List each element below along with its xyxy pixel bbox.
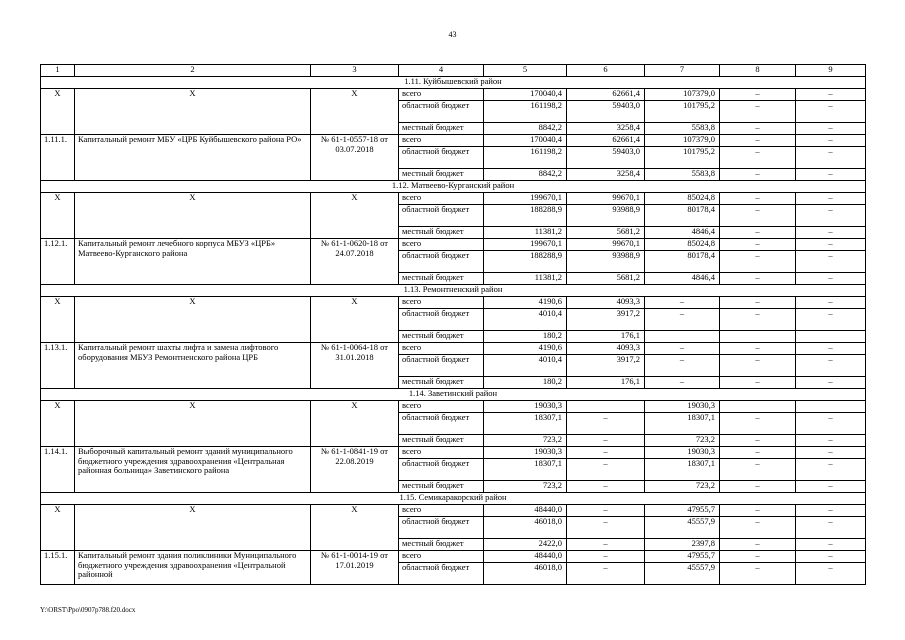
value-col7: 45557,9: [645, 517, 720, 539]
value-col8: –: [720, 435, 796, 447]
funding-source: местный бюджет: [399, 539, 484, 551]
value-col8: –: [720, 147, 796, 169]
item-row: [41, 551, 866, 563]
contract-number: X: [311, 297, 399, 343]
value-col8: –: [720, 459, 796, 481]
value-col8: [720, 331, 796, 343]
funding-source: областной бюджет: [399, 413, 484, 435]
value-col9: –: [796, 563, 866, 585]
district-heading-row: [41, 493, 866, 505]
object-name: Капитальный ремонт здания поликлиники Муниципального бюджетного учреждения здравоохранения «Центральной районной: [75, 551, 311, 585]
header-cell: 2: [75, 65, 311, 77]
row-code: 1.13.1.: [41, 343, 75, 389]
value-col6: 3917,2: [567, 355, 645, 377]
row-code: 1.14.1.: [41, 447, 75, 493]
value-col7: 107379,0: [645, 135, 720, 147]
header-row: [41, 65, 866, 77]
value-col5: 8842,2: [484, 169, 567, 181]
value-col9: –: [796, 447, 866, 459]
value-col8: –: [720, 239, 796, 251]
value-col6: 4093,3: [567, 343, 645, 355]
value-col9: –: [796, 413, 866, 435]
funding-source: всего: [399, 297, 484, 309]
value-col9: –: [796, 273, 866, 285]
value-col5: 199670,1: [484, 193, 567, 205]
value-col7: 18307,1: [645, 413, 720, 435]
item-row: [41, 239, 866, 251]
funding-source: местный бюджет: [399, 331, 484, 343]
table-body: [41, 65, 866, 585]
funding-source: областной бюджет: [399, 147, 484, 169]
value-col7: 5583,8: [645, 169, 720, 181]
totals-row: [41, 193, 866, 205]
value-col7: 85024,8: [645, 239, 720, 251]
contract-number: X: [311, 193, 399, 239]
value-col7: 47955,7: [645, 505, 720, 517]
value-col9: –: [796, 135, 866, 147]
value-col8: –: [720, 205, 796, 227]
funding-source: местный бюджет: [399, 227, 484, 239]
value-col5: 19030,3: [484, 401, 567, 413]
value-col6: 93988,9: [567, 205, 645, 227]
value-col8: –: [720, 563, 796, 585]
object-name: Капитальный ремонт лечебного корпуса МБУЗ «ЦРБ» Матвеево-Курганского района: [75, 239, 311, 285]
value-col7: 80178,4: [645, 251, 720, 273]
value-col9: –: [796, 251, 866, 273]
value-col5: 180,2: [484, 331, 567, 343]
value-col9: –: [796, 551, 866, 563]
value-col6: 59403,0: [567, 101, 645, 123]
district-heading: 1.12. Матвеево-Курганский район: [41, 181, 866, 193]
value-col9: –: [796, 205, 866, 227]
value-col9: –: [796, 481, 866, 493]
row-code: X: [41, 193, 75, 239]
value-col7: –: [645, 343, 720, 355]
value-col8: –: [720, 355, 796, 377]
value-col7: 47955,7: [645, 551, 720, 563]
value-col9: [796, 331, 866, 343]
district-heading-row: [41, 77, 866, 89]
contract-number: X: [311, 89, 399, 135]
value-col7: 4846,4: [645, 273, 720, 285]
district-heading-row: [41, 389, 866, 401]
value-col9: –: [796, 193, 866, 205]
value-col9: [796, 401, 866, 413]
row-code: 1.12.1.: [41, 239, 75, 285]
value-col7: –: [645, 355, 720, 377]
value-col9: –: [796, 355, 866, 377]
funding-source: всего: [399, 343, 484, 355]
value-col5: 8842,2: [484, 123, 567, 135]
funding-source: всего: [399, 239, 484, 251]
funding-source: областной бюджет: [399, 563, 484, 585]
value-col7: 18307,1: [645, 459, 720, 481]
header-cell: 9: [796, 65, 866, 77]
value-col6: 99670,1: [567, 239, 645, 251]
value-col7: 45557,9: [645, 563, 720, 585]
value-col9: –: [796, 343, 866, 355]
funding-source: всего: [399, 447, 484, 459]
value-col6: 93988,9: [567, 251, 645, 273]
object-name: X: [75, 89, 311, 135]
value-col6: 3917,2: [567, 309, 645, 331]
value-col6: 59403,0: [567, 147, 645, 169]
funding-source: местный бюджет: [399, 273, 484, 285]
value-col7: –: [645, 377, 720, 389]
funding-source: всего: [399, 193, 484, 205]
value-col6: –: [567, 481, 645, 493]
value-col7: 4846,4: [645, 227, 720, 239]
funding-source: всего: [399, 551, 484, 563]
item-row: [41, 343, 866, 355]
value-col9: –: [796, 123, 866, 135]
value-col5: 170040,4: [484, 135, 567, 147]
value-col8: [720, 401, 796, 413]
header-cell: 7: [645, 65, 720, 77]
value-col7: 80178,4: [645, 205, 720, 227]
value-col9: –: [796, 169, 866, 181]
value-col9: –: [796, 239, 866, 251]
value-col5: 161198,2: [484, 147, 567, 169]
district-heading: 1.14. Заветинский район: [41, 389, 866, 401]
value-col9: –: [796, 227, 866, 239]
value-col5: 188288,9: [484, 205, 567, 227]
value-col5: 723,2: [484, 435, 567, 447]
value-col6: 5681,2: [567, 227, 645, 239]
row-code: X: [41, 505, 75, 551]
value-col5: 180,2: [484, 377, 567, 389]
district-heading-row: [41, 181, 866, 193]
contract-number: № 61-1-0841-19 от 22.08.2019: [311, 447, 399, 493]
object-name: X: [75, 193, 311, 239]
value-col8: –: [720, 251, 796, 273]
value-col7: [645, 331, 720, 343]
funding-source: областной бюджет: [399, 355, 484, 377]
value-col6: –: [567, 435, 645, 447]
value-col7: 85024,8: [645, 193, 720, 205]
funding-source: местный бюджет: [399, 123, 484, 135]
value-col6: 99670,1: [567, 193, 645, 205]
header-cell: 8: [720, 65, 796, 77]
value-col7: 101795,2: [645, 147, 720, 169]
value-col8: –: [720, 539, 796, 551]
value-col8: –: [720, 517, 796, 539]
header-cell: 4: [399, 65, 484, 77]
value-col9: –: [796, 89, 866, 101]
value-col6: –: [567, 517, 645, 539]
value-col6: 3258,4: [567, 169, 645, 181]
value-col9: –: [796, 459, 866, 481]
value-col6: 176,1: [567, 377, 645, 389]
value-col7: 2397,8: [645, 539, 720, 551]
value-col9: –: [796, 147, 866, 169]
funding-source: всего: [399, 401, 484, 413]
value-col5: 11381,2: [484, 273, 567, 285]
funding-source: областной бюджет: [399, 309, 484, 331]
value-col8: –: [720, 551, 796, 563]
object-name: Выборочный капитальный ремонт зданий муниципального бюджетного учреждения здравоохранения «Центральная районная больница» Заветинского района: [75, 447, 311, 493]
funding-source: областной бюджет: [399, 205, 484, 227]
value-col6: –: [567, 447, 645, 459]
row-code: 1.15.1.: [41, 551, 75, 585]
funding-source: местный бюджет: [399, 481, 484, 493]
funding-source: областной бюджет: [399, 459, 484, 481]
value-col5: 4190,6: [484, 297, 567, 309]
value-col5: 18307,1: [484, 413, 567, 435]
value-col8: –: [720, 447, 796, 459]
totals-row: [41, 401, 866, 413]
value-col6: –: [567, 505, 645, 517]
funding-source: областной бюджет: [399, 517, 484, 539]
value-col6: 5681,2: [567, 273, 645, 285]
value-col9: –: [796, 309, 866, 331]
value-col7: 19030,3: [645, 401, 720, 413]
header-cell: 5: [484, 65, 567, 77]
footer-file-path: Y:\ORST\Ppo\0907p788.f20.docx: [40, 606, 136, 614]
totals-row: [41, 505, 866, 517]
funding-source: местный бюджет: [399, 377, 484, 389]
value-col7: –: [645, 309, 720, 331]
value-col7: 5583,8: [645, 123, 720, 135]
budget-table: [40, 64, 866, 585]
value-col5: 46018,0: [484, 517, 567, 539]
value-col5: 11381,2: [484, 227, 567, 239]
funding-source: местный бюджет: [399, 169, 484, 181]
value-col5: 4010,4: [484, 355, 567, 377]
contract-number: X: [311, 401, 399, 447]
district-heading: 1.15. Семикаракорский район: [41, 493, 866, 505]
value-col8: –: [720, 227, 796, 239]
value-col8: –: [720, 505, 796, 517]
district-heading: 1.11. Куйбышевский район: [41, 77, 866, 89]
value-col7: 101795,2: [645, 101, 720, 123]
row-code: X: [41, 89, 75, 135]
value-col5: 2422,0: [484, 539, 567, 551]
totals-row: [41, 89, 866, 101]
row-code: X: [41, 401, 75, 447]
value-col8: –: [720, 343, 796, 355]
object-name: X: [75, 401, 311, 447]
district-heading: 1.13. Ремонтненский район: [41, 285, 866, 297]
object-name: Капитальный ремонт шахты лифта и замена лифтового оборудования МБУЗ Ремонтненского района ЦРБ: [75, 343, 311, 389]
value-col7: 723,2: [645, 435, 720, 447]
value-col9: –: [796, 435, 866, 447]
value-col6: [567, 401, 645, 413]
value-col7: –: [645, 297, 720, 309]
value-col5: 4010,4: [484, 309, 567, 331]
value-col6: 4093,3: [567, 297, 645, 309]
value-col5: 170040,4: [484, 89, 567, 101]
item-row: [41, 447, 866, 459]
value-col9: –: [796, 517, 866, 539]
value-col9: –: [796, 505, 866, 517]
value-col8: –: [720, 273, 796, 285]
contract-number: № 61-1-0014-19 от 17.01.2019: [311, 551, 399, 585]
funding-source: областной бюджет: [399, 101, 484, 123]
value-col5: 46018,0: [484, 563, 567, 585]
value-col8: –: [720, 481, 796, 493]
value-col5: 188288,9: [484, 251, 567, 273]
contract-number: № 61-1-0064-18 от 31.01.2018: [311, 343, 399, 389]
value-col5: 18307,1: [484, 459, 567, 481]
value-col8: –: [720, 89, 796, 101]
value-col7: 107379,0: [645, 89, 720, 101]
funding-source: всего: [399, 135, 484, 147]
value-col9: –: [796, 297, 866, 309]
row-code: X: [41, 297, 75, 343]
value-col5: 19030,3: [484, 447, 567, 459]
funding-source: всего: [399, 505, 484, 517]
value-col5: 161198,2: [484, 101, 567, 123]
value-col8: –: [720, 193, 796, 205]
value-col8: –: [720, 413, 796, 435]
value-col6: 176,1: [567, 331, 645, 343]
page-number: 43: [448, 30, 457, 39]
value-col6: –: [567, 563, 645, 585]
header-cell: 1: [41, 65, 75, 77]
contract-number: № 61-1-0557-18 от 03.07.2018: [311, 135, 399, 181]
value-col6: 62661,4: [567, 89, 645, 101]
value-col8: –: [720, 135, 796, 147]
funding-source: областной бюджет: [399, 251, 484, 273]
value-col9: –: [796, 377, 866, 389]
value-col9: –: [796, 101, 866, 123]
object-name: Капитальный ремонт МБУ «ЦРБ Куйбышевского района РО»: [75, 135, 311, 181]
value-col6: 62661,4: [567, 135, 645, 147]
contract-number: № 61-1-0620-18 от 24.07.2018: [311, 239, 399, 285]
value-col5: 199670,1: [484, 239, 567, 251]
value-col8: –: [720, 377, 796, 389]
value-col5: 723,2: [484, 481, 567, 493]
row-code: 1.11.1.: [41, 135, 75, 181]
value-col8: –: [720, 123, 796, 135]
object-name: X: [75, 505, 311, 551]
value-col8: –: [720, 101, 796, 123]
value-col8: –: [720, 297, 796, 309]
value-col6: –: [567, 551, 645, 563]
value-col5: 48440,0: [484, 551, 567, 563]
object-name: X: [75, 297, 311, 343]
value-col6: –: [567, 539, 645, 551]
value-col5: 4190,6: [484, 343, 567, 355]
value-col7: 19030,3: [645, 447, 720, 459]
district-heading-row: [41, 285, 866, 297]
value-col5: 48440,0: [484, 505, 567, 517]
funding-source: всего: [399, 89, 484, 101]
value-col6: 3258,4: [567, 123, 645, 135]
header-cell: 6: [567, 65, 645, 77]
value-col8: –: [720, 169, 796, 181]
item-row: [41, 135, 866, 147]
contract-number: X: [311, 505, 399, 551]
value-col8: –: [720, 309, 796, 331]
value-col7: 723,2: [645, 481, 720, 493]
totals-row: [41, 297, 866, 309]
funding-source: местный бюджет: [399, 435, 484, 447]
value-col6: –: [567, 413, 645, 435]
value-col9: –: [796, 539, 866, 551]
header-cell: 3: [311, 65, 399, 77]
value-col6: –: [567, 459, 645, 481]
